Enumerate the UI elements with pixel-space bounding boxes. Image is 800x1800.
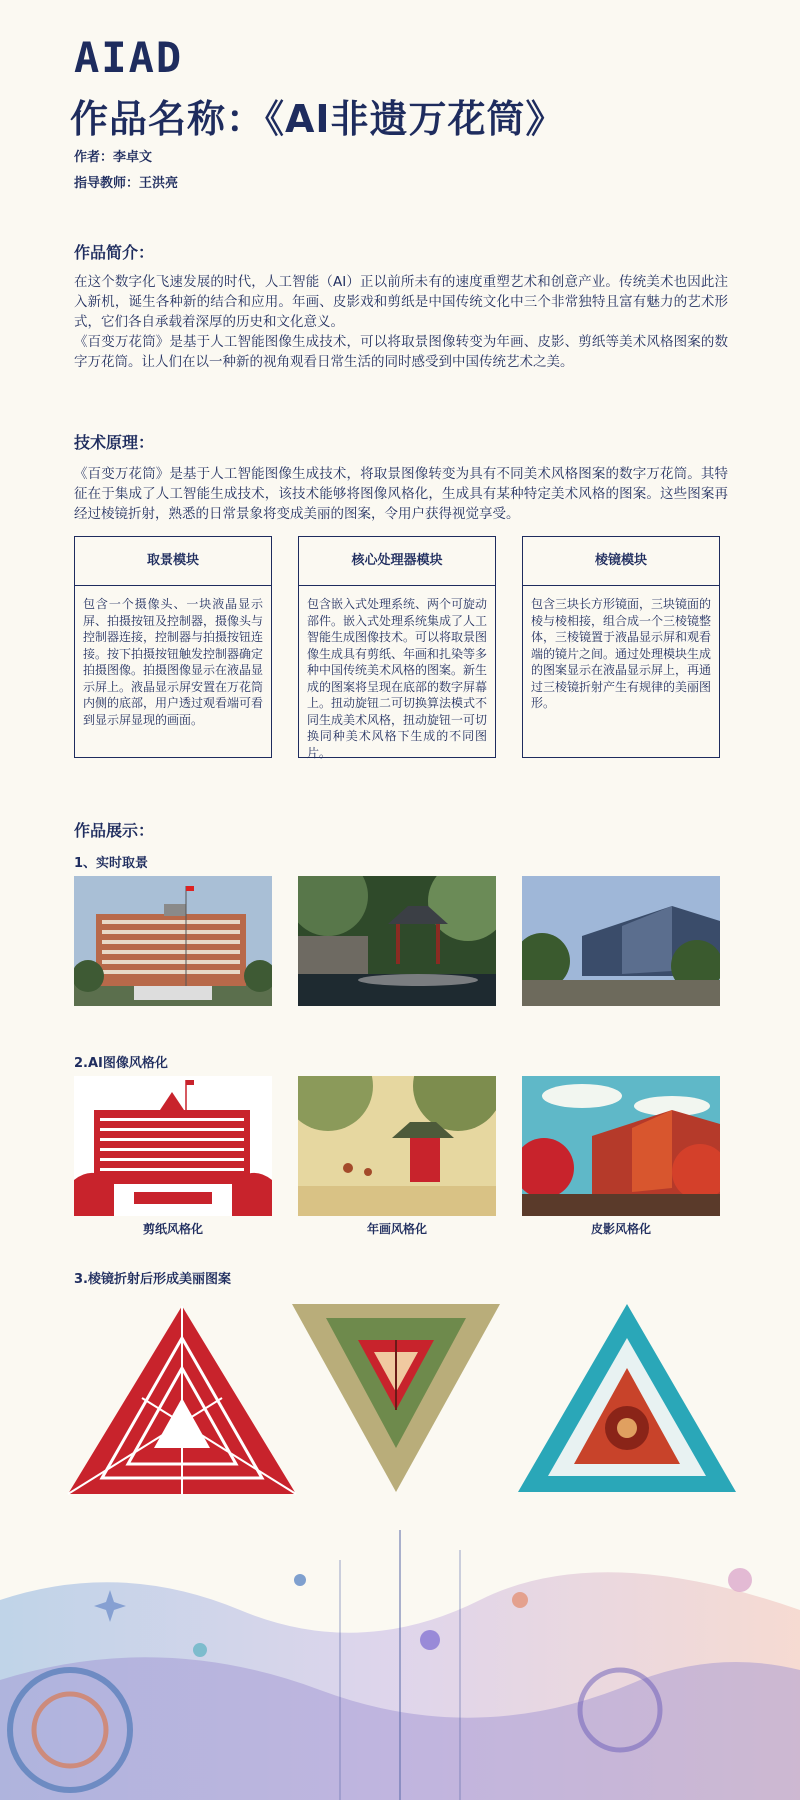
piying-image bbox=[522, 1076, 720, 1216]
kaleidoscope-papercut bbox=[62, 1298, 302, 1498]
papercut-image bbox=[74, 1076, 272, 1216]
module-body: 包含嵌入式处理系统、两个可旋动部件。嵌入式处理系统集成了人工智能生成图像技术。可以将取景图像生成具有剪纸、年画和扎染等多种中国传统美术风格的图案。新生成的图案将呈现在底部的数字屏幕上。扭动旋钮二可切换算法模式不同生成美术风格，扭动旋钮一可切换同种美术风格下生成的不同图片。 bbox=[307, 597, 488, 760]
aiad-logo bbox=[74, 38, 214, 78]
step2-label: 2.AI图像风格化 bbox=[74, 1056, 168, 1071]
tech-paragraph: 《百变万花筒》是基于人工智能图像生成技术，将取景图像转变为具有不同美术风格图案的数字万花筒。其特征在于集成了人工智能生成技术，该技术能够将图像风格化，生成具有某种特定美术风格的图案。这些图案再经过棱镜折射，熟悉的日常景象将变成美丽的图案，令用户获得视觉享受。 bbox=[74, 466, 728, 522]
module-processor bbox=[298, 536, 496, 758]
step1-label: 1、实时取景 bbox=[74, 856, 149, 871]
photo-pavilion bbox=[298, 876, 496, 1006]
module-title: 取景模块 bbox=[75, 537, 271, 586]
step3-label: 3.棱镜折射后形成美丽图案 bbox=[74, 1272, 231, 1287]
page-title: 作品名称：《AI非遗万花筒》 bbox=[70, 97, 565, 141]
caption-piying: 皮影风格化 bbox=[590, 1222, 651, 1236]
nianhua-image bbox=[298, 1076, 496, 1216]
photo-museum bbox=[522, 876, 720, 1006]
caption-nianhua: 年画风格化 bbox=[366, 1222, 427, 1236]
module-capture bbox=[74, 536, 272, 758]
tech-heading: 技术原理： bbox=[74, 433, 155, 452]
kaleidoscope-nianhua bbox=[286, 1298, 506, 1498]
module-title: 棱镜模块 bbox=[523, 537, 719, 586]
photo-building bbox=[74, 876, 272, 1006]
logo-text: AIAD bbox=[74, 38, 184, 78]
module-prism bbox=[522, 536, 720, 758]
author-line: 作者：李卓文 bbox=[74, 150, 153, 165]
decorative-footer bbox=[0, 1520, 800, 1800]
module-title: 核心处理器模块 bbox=[299, 537, 495, 586]
intro-text bbox=[74, 272, 728, 372]
module-body: 包含三块长方形镜面，三块镜面的棱与棱相接，组合成一个三棱镜整体，三棱镜置于液晶显示屏和观看端的镜片之间。通过处理模块生成的图案显示在液晶显示屏上，再通过三棱镜折射产生有规律的美丽图形。 bbox=[531, 597, 712, 710]
module-body: 包含一个摄像头、一块液晶显示屏、拍摄按钮及控制器，摄像头与控制器连接，控制器与拍摄按钮连接。按下拍摄按钮触发控制器确定拍摄图像。拍摄图像显示在液晶显示屏上。液晶显示屏安置在万花筒内侧的底部，用户透过观看端可看到显示屏显现的画面。 bbox=[83, 597, 264, 727]
intro-heading: 作品简介： bbox=[74, 243, 155, 262]
intro-paragraph-1: 在这个数字化飞速发展的时代，人工智能（AI）正以前所未有的速度重塑艺术和创意产业。传统美术也因此注入新机，诞生各种新的结合和应用。年画、皮影戏和剪纸是中国传统文化中三个非常独特且富有魅力的艺术形式，它们各自承载着深厚的历史和文化意义。 bbox=[74, 274, 728, 330]
caption-papercut: 剪纸风格化 bbox=[142, 1222, 203, 1236]
kaleidoscope-piying bbox=[512, 1298, 742, 1498]
intro-paragraph-2: 《百变万花筒》是基于人工智能图像生成技术，可以将取景图像转变为年画、皮影、剪纸等美术风格图案的数字万花筒。让人们在以一种新的视角观看日常生活的同时感受到中国传统艺术之美。 bbox=[74, 334, 728, 370]
advisor-line: 指导教师：王洪亮 bbox=[74, 176, 179, 191]
showcase-heading: 作品展示： bbox=[74, 821, 155, 840]
